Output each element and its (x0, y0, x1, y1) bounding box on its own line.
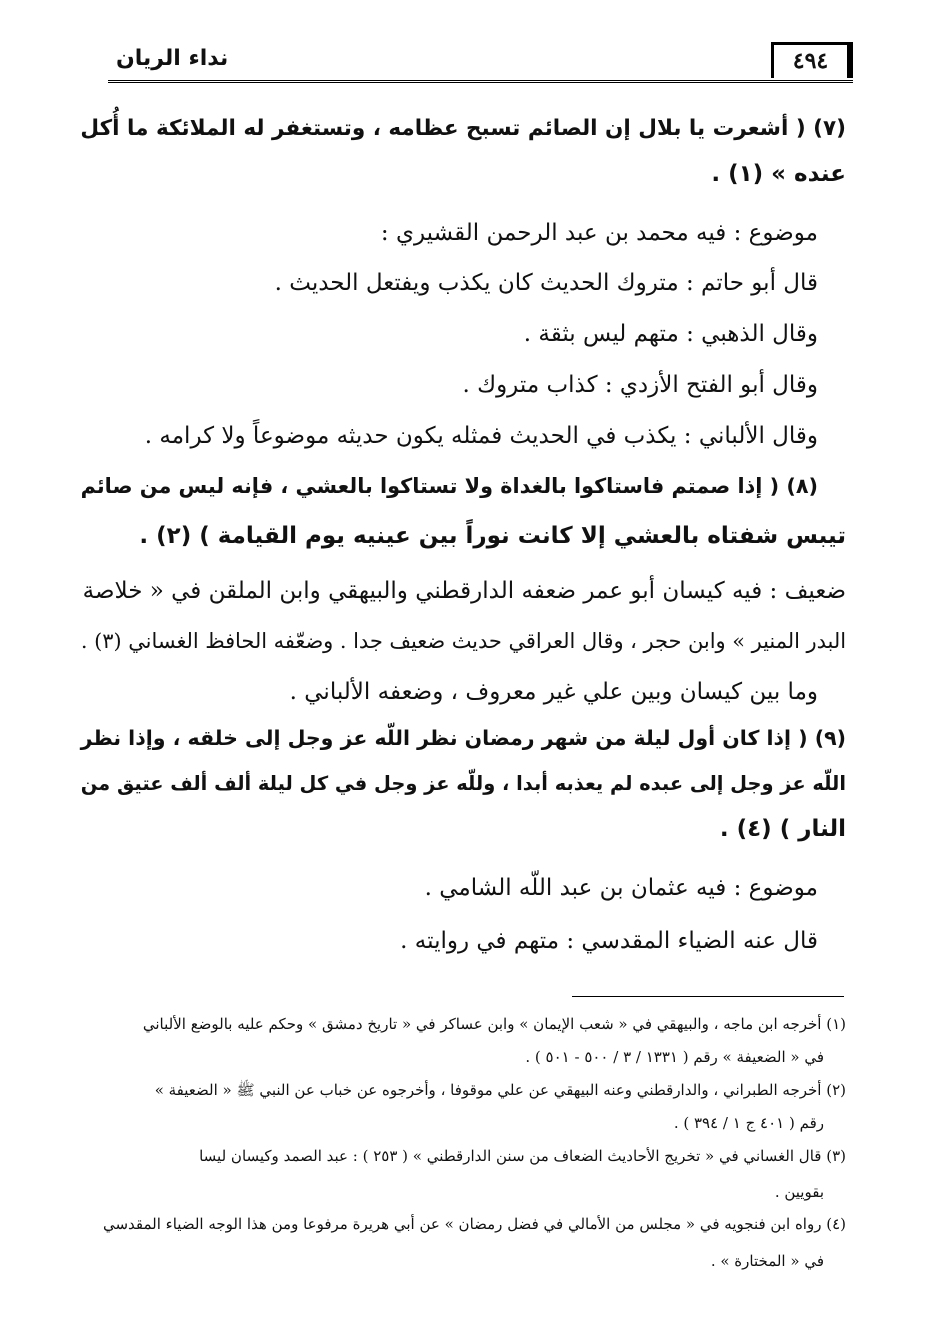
grading-9: موضوع : فيه عثمان بن عبد اللّه الشامي . (424, 875, 818, 901)
narrator-note-azdi: وقال أبو الفتح الأزدي : كذاب متروك . (462, 372, 818, 398)
running-title: نداء الريان (116, 46, 229, 71)
hadith-9-line-3: النار ) (٤) . (719, 816, 846, 842)
hadith-9-line-2: اللّه عز وجل إلى عبده لم يعذبه أبدا ، وللّه عز وجل في كل ليلة ألف ألف عتيق من (80, 772, 846, 795)
header-rule (108, 80, 853, 83)
footnote-4-line-2: في « المختارة » . (710, 1252, 824, 1270)
narrator-note-albani: وقال الألباني : يكذب في الحديث فمثله يكون حديثه موضوعاً ولا كرامه . (144, 423, 818, 449)
hadith-7-line-1: (٧) ( أشعرت يا بلال إن الصائم تسبح عظامه ، وتستغفر له الملائكة ما أُكل (80, 116, 846, 141)
footnote-1-line-1: (١) أخرجه ابن ماجه ، والبيهقي في « شعب الإيمان » وابن عساكر في « تاريخ دمشق » وحكم عليه بالوضع الألباني (142, 1015, 846, 1033)
footnote-3-line-2: بقويين . (774, 1183, 824, 1201)
hadith-8-line-2: تيبس شفتاه بالعشي إلا كانت نوراً بين عينيه يوم القيامة ) (٢) . (139, 523, 846, 549)
footnote-2-line-1: (٢) أخرجه الطبراني ، والدارقطني وعنه البيهقي عن علي موقوفا ، وأخرجوه عن خباب عن النبي ﷺ « الضعيفة » (154, 1081, 846, 1099)
grading-8-line-3: وما بين كيسان وبين علي غير معروف ، وضعفه الألباني . (289, 679, 818, 705)
footnote-3-line-1: (٣) قال الغساني في « تخريج الأحاديث الضعاف من سنن الدارقطني » ( ٢٥٣ ) : عبد الصمد وكيسان ليسا (199, 1147, 846, 1165)
grading-8-line-2: البدر المنير » وابن حجر ، وقال العراقي حديث ضعيف جدا . وضعّفه الحافظ الغساني (٣) . (80, 629, 846, 653)
page-header (108, 36, 853, 88)
footnote-1-line-2: في « الضعيفة » رقم ( ١٣٣١ / ٣ / ٥٠٠ - ٥٠١ ) . (525, 1048, 824, 1066)
footnote-separator (572, 996, 844, 997)
narrator-note-diya: قال عنه الضياء المقدسي : متهم في روايته . (400, 928, 818, 954)
page-number: ٤٩٤ (771, 42, 853, 78)
hadith-7-line-2: عنده » (١) . (711, 161, 846, 187)
hadith-8-line-1: (٨) ( إذا صمتم فاستاكوا بالغداة ولا تستاكوا بالعشي ، فإنه ليس من صائم (80, 474, 818, 498)
grading-8-line-1: ضعيف : فيه كيسان أبو عمر ضعفه الدارقطني والبيهقي وابن الملقن في « خلاصة (82, 578, 846, 604)
hadith-9-line-1: (٩) ( إذا كان أول ليلة من شهر رمضان نظر اللّه عز وجل إلى خلقه ، وإذا نظر (80, 726, 846, 750)
footnote-2-line-2: رقم ( ٤٠١ ج ١ / ٣٩٤ ) . (673, 1114, 824, 1132)
grading-7: موضوع : فيه محمد بن عبد الرحمن القشيري : (380, 220, 818, 246)
narrator-note-dhahabi: وقال الذهبي : متهم ليس بثقة . (523, 321, 818, 347)
narrator-note-abu-hatim: قال أبو حاتم : متروك الحديث كان يكذب ويفتعل الحديث . (274, 270, 818, 296)
footnote-4-line-1: (٤) رواه ابن فنجويه في « مجلس من الأمالي في فضل رمضان » عن أبي هريرة مرفوعا ومن هذا الوجه الضياء المقدسي (102, 1215, 846, 1233)
